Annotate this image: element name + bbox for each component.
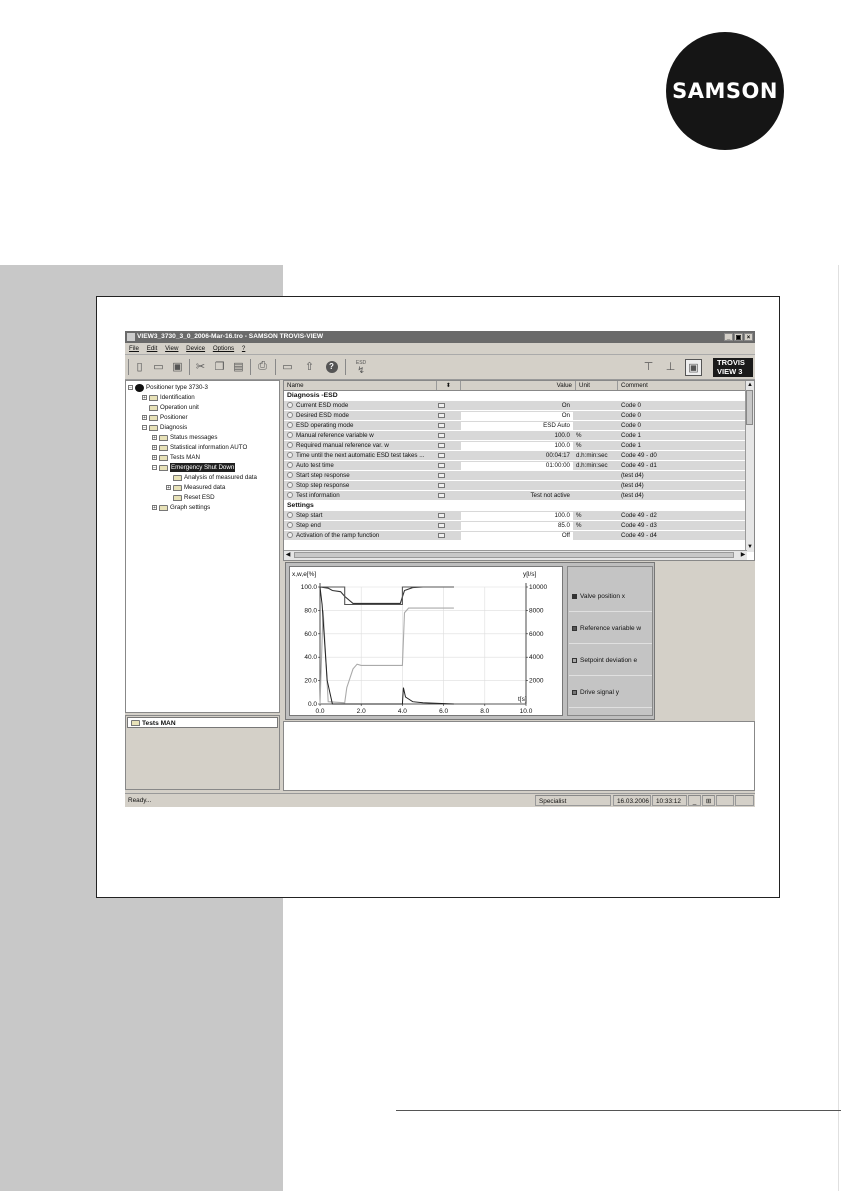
scroll-thumb[interactable] bbox=[294, 552, 734, 558]
row-name bbox=[287, 411, 437, 421]
row-value[interactable]: ESD Auto bbox=[461, 422, 573, 430]
folder-icon bbox=[149, 395, 158, 401]
tree-label: Identification bbox=[160, 394, 195, 401]
row-checkbox[interactable] bbox=[438, 513, 445, 518]
row-name bbox=[287, 511, 437, 521]
tree-label: Tests MAN bbox=[170, 454, 200, 461]
parameter-icon bbox=[287, 402, 293, 408]
chart-bottom-area bbox=[283, 721, 755, 791]
parameter-grid bbox=[283, 380, 755, 561]
row-name bbox=[287, 521, 437, 531]
grid-section-title: Diagnosis -ESD bbox=[284, 391, 747, 401]
x-tick-label: 6.0 bbox=[439, 708, 449, 715]
y2-tick-label: 6000 bbox=[529, 630, 544, 638]
grid-row[interactable] bbox=[284, 411, 747, 421]
parameter-icon bbox=[287, 462, 293, 468]
chart-panel bbox=[285, 562, 655, 720]
grid-row[interactable] bbox=[284, 451, 747, 461]
row-unit: d.h:min:sec bbox=[576, 452, 608, 459]
legend-label: Drive signal y bbox=[580, 688, 620, 696]
row-comment: Code 1 bbox=[621, 442, 641, 449]
tree-item-operation-unit[interactable] bbox=[142, 403, 199, 412]
y-tick-label: 0.0 bbox=[307, 701, 317, 708]
x-tick-label: 0.0 bbox=[315, 708, 325, 715]
y2-axis-label: y[l/s] bbox=[523, 571, 537, 578]
context-panel-title: Tests MAN bbox=[142, 720, 176, 727]
esd-label: ESD bbox=[355, 359, 367, 366]
row-name-text: ESD operating mode bbox=[296, 422, 354, 429]
tree-label: Status messages bbox=[170, 434, 218, 441]
row-unit: % bbox=[576, 432, 582, 439]
tree-label: Analysis of measured data bbox=[184, 474, 257, 481]
badge-line2: VIEW 3 bbox=[717, 366, 743, 376]
row-name bbox=[287, 421, 437, 431]
context-panel-header bbox=[127, 717, 278, 728]
folder-icon bbox=[173, 485, 182, 491]
row-comment: Code 49 - d4 bbox=[621, 532, 657, 539]
status-idle-icon: _ bbox=[688, 795, 701, 806]
x-tick-label: 8.0 bbox=[480, 708, 490, 715]
parameter-icon bbox=[287, 452, 293, 458]
y-tick-label: 100.0 bbox=[300, 584, 317, 591]
row-checkbox[interactable] bbox=[438, 473, 445, 478]
legend-label: Setpoint deviation e bbox=[580, 656, 638, 664]
tree-item-status-messages[interactable] bbox=[152, 433, 217, 442]
folder-icon bbox=[149, 405, 158, 411]
tree-label: Measured data bbox=[184, 484, 226, 491]
maximize-button[interactable]: ▣ bbox=[735, 335, 742, 341]
row-name bbox=[287, 461, 437, 471]
app-icon bbox=[127, 333, 135, 341]
grid-row[interactable] bbox=[284, 441, 747, 451]
grid-row[interactable] bbox=[284, 491, 747, 501]
legend-swatch bbox=[572, 658, 577, 663]
row-value[interactable]: On bbox=[461, 412, 573, 420]
row-comment: Code 49 - d1 bbox=[621, 462, 657, 469]
status-user: Specialist bbox=[535, 795, 611, 806]
samson-logo bbox=[666, 32, 784, 150]
y2-tick-label: 10000 bbox=[529, 584, 548, 591]
device-root-icon bbox=[135, 384, 144, 392]
series-line bbox=[320, 587, 454, 605]
tree-item-positioner[interactable] bbox=[142, 413, 188, 422]
y-tick-label: 60.0 bbox=[304, 630, 317, 638]
tree-item-diagnosis[interactable] bbox=[142, 423, 187, 432]
folder-icon bbox=[159, 465, 168, 471]
tree-label: Diagnosis bbox=[160, 424, 188, 431]
chart-legend bbox=[567, 566, 653, 716]
row-name-text: Manual reference variable w bbox=[296, 432, 374, 439]
tree-item-analysis-measured-data[interactable] bbox=[166, 473, 257, 482]
grid-row[interactable] bbox=[284, 461, 747, 471]
tree-expander[interactable]: − bbox=[153, 465, 156, 471]
legend-swatch bbox=[572, 626, 577, 631]
folder-icon bbox=[173, 475, 182, 481]
row-value[interactable]: 01:00:00 bbox=[461, 462, 573, 470]
folder-icon bbox=[149, 425, 158, 431]
y2-tick-label: 4000 bbox=[529, 654, 544, 662]
row-value: On bbox=[561, 402, 570, 409]
row-checkbox[interactable] bbox=[438, 423, 445, 428]
row-name bbox=[287, 451, 437, 461]
minimize-button[interactable]: _ bbox=[724, 333, 733, 341]
tree-expander[interactable]: + bbox=[143, 415, 146, 421]
row-comment: Code 49 - d2 bbox=[621, 512, 657, 519]
menu-edit[interactable]: Edit bbox=[146, 345, 158, 352]
tree-expander[interactable]: + bbox=[153, 435, 156, 441]
row-name-text: Stop step response bbox=[296, 482, 350, 489]
row-value[interactable]: 85.0 bbox=[461, 522, 573, 530]
row-comment: (test d4) bbox=[621, 492, 644, 499]
folder-icon bbox=[159, 455, 168, 461]
badge-line1: TROVIS bbox=[717, 358, 745, 367]
row-checkbox[interactable] bbox=[438, 523, 445, 528]
legend-swatch bbox=[572, 690, 577, 695]
y-axis-label: x,w,e[%] bbox=[292, 571, 317, 578]
row-name-text: Step end bbox=[296, 522, 321, 529]
x-axis-label: t[s] bbox=[518, 696, 527, 703]
tree-expander[interactable]: − bbox=[143, 425, 146, 431]
scroll-up-icon[interactable]: ▲ bbox=[747, 382, 753, 388]
tree-item-graph-settings[interactable] bbox=[152, 503, 210, 512]
online-icon[interactable]: ⊤ bbox=[643, 361, 654, 373]
row-name bbox=[287, 401, 437, 411]
row-value[interactable]: Off bbox=[461, 532, 573, 540]
row-name-text: Start step response bbox=[296, 472, 350, 479]
row-checkbox[interactable] bbox=[438, 533, 445, 538]
grid-row[interactable] bbox=[284, 431, 747, 441]
row-comment: (test d4) bbox=[621, 482, 644, 489]
parameter-icon bbox=[287, 522, 293, 528]
parameter-icon bbox=[287, 422, 293, 428]
status-bar bbox=[125, 793, 755, 807]
legend-item-setpoint-deviation bbox=[569, 645, 652, 676]
tree-item-statistical-information[interactable] bbox=[152, 443, 247, 452]
row-value[interactable]: 100.0 bbox=[461, 442, 573, 450]
tree-label: Positioner bbox=[160, 414, 188, 421]
trovis-view-badge bbox=[713, 358, 753, 377]
row-checkbox[interactable] bbox=[438, 413, 445, 418]
row-unit: % bbox=[576, 512, 582, 519]
status-ready: Ready... bbox=[128, 797, 152, 804]
row-name-text: Auto test time bbox=[296, 462, 334, 469]
row-unit: d.h:min:sec bbox=[576, 462, 608, 469]
y-tick-label: 40.0 bbox=[304, 654, 317, 662]
offline-icon[interactable]: ⊥ bbox=[665, 361, 676, 373]
grid-row[interactable] bbox=[284, 521, 747, 531]
folder-icon bbox=[159, 505, 168, 511]
menu-device[interactable]: Device bbox=[186, 345, 206, 352]
x-tick-label: 4.0 bbox=[397, 708, 407, 715]
tree-label: Statistical information AUTO bbox=[170, 444, 248, 451]
grid-row[interactable] bbox=[284, 421, 747, 431]
status-date: 16.03.2006 bbox=[613, 795, 651, 806]
grid-row[interactable] bbox=[284, 401, 747, 411]
row-comment: (test d4) bbox=[621, 472, 644, 479]
y-tick-label: 20.0 bbox=[304, 677, 317, 685]
row-name-text: Desired ESD mode bbox=[296, 412, 349, 419]
menu-options[interactable]: Options bbox=[212, 345, 235, 352]
sort-icon[interactable]: ⬍ bbox=[437, 381, 461, 390]
toolbar-separator bbox=[275, 359, 276, 375]
parameter-icon bbox=[287, 482, 293, 488]
parameter-icon bbox=[287, 432, 293, 438]
row-value: Test not active bbox=[530, 492, 570, 499]
toolbar bbox=[125, 355, 755, 380]
row-comment: Code 49 - d3 bbox=[621, 522, 657, 529]
y2-tick-label: 8000 bbox=[529, 607, 544, 615]
toolbar-separator bbox=[345, 359, 346, 375]
menu-help[interactable]: ? bbox=[241, 345, 246, 352]
tree-item-emergency-shut-down[interactable] bbox=[152, 463, 235, 472]
row-checkbox[interactable] bbox=[438, 453, 445, 458]
folder-icon bbox=[173, 495, 182, 501]
row-comment: Code 0 bbox=[621, 412, 641, 419]
row-value: 00:04:17 bbox=[545, 452, 570, 459]
grid-header bbox=[284, 381, 747, 391]
parameter-icon bbox=[287, 532, 293, 538]
paste-icon[interactable]: ▤ bbox=[233, 361, 244, 373]
folder-icon bbox=[159, 445, 168, 451]
tree-expander[interactable]: + bbox=[153, 445, 156, 451]
new-icon[interactable]: ▯ bbox=[136, 361, 143, 373]
parameter-icon bbox=[287, 512, 293, 518]
legend-item-drive-signal bbox=[569, 677, 652, 708]
x-tick-label: 10.0 bbox=[519, 708, 533, 715]
row-comment: Code 0 bbox=[621, 402, 641, 409]
series-line bbox=[320, 608, 454, 704]
row-name bbox=[287, 431, 437, 441]
row-name-text: Test information bbox=[296, 492, 340, 499]
row-value: 100.0 bbox=[554, 432, 570, 439]
device-icon[interactable]: ▭ bbox=[282, 361, 293, 373]
row-name bbox=[287, 481, 437, 491]
tree-item-reset-esd[interactable] bbox=[166, 493, 215, 502]
row-name bbox=[287, 531, 437, 541]
y2-tick-label: 2000 bbox=[529, 677, 544, 685]
tree-label: Emergency Shut Down bbox=[171, 464, 235, 471]
page-edge-line bbox=[838, 265, 839, 1191]
row-checkbox[interactable] bbox=[438, 493, 445, 498]
step-response-chart bbox=[290, 567, 562, 715]
navigation-tree bbox=[125, 380, 280, 713]
tree-item-positioner-type[interactable] bbox=[128, 383, 208, 392]
tree-label: Operation unit bbox=[160, 404, 199, 411]
chart-area bbox=[289, 566, 563, 716]
open-icon[interactable]: ▭ bbox=[153, 361, 164, 373]
cut-icon[interactable]: ✂ bbox=[195, 361, 206, 373]
folder-icon bbox=[149, 415, 158, 421]
grid-row[interactable] bbox=[284, 511, 747, 521]
y-tick-label: 80.0 bbox=[304, 607, 317, 615]
legend-item-valve-position bbox=[569, 581, 652, 612]
copy-icon[interactable]: ❐ bbox=[214, 361, 225, 373]
row-name-text: Activation of the ramp function bbox=[296, 532, 380, 539]
row-comment: Code 0 bbox=[621, 422, 641, 429]
row-unit: % bbox=[576, 442, 582, 449]
scroll-left-icon[interactable]: ◀ bbox=[285, 552, 291, 558]
legend-label: Valve position x bbox=[580, 592, 626, 600]
vertical-scrollbar[interactable] bbox=[745, 381, 754, 552]
window-title: VIEW3_3730_3_0_2006-Mar-16.tro - SAMSON TROVIS-VIEW bbox=[137, 333, 324, 340]
horizontal-scrollbar[interactable] bbox=[284, 550, 747, 560]
status-time: 10:33:12 bbox=[652, 795, 687, 806]
row-name-text: Step start bbox=[296, 512, 323, 519]
legend-swatch bbox=[572, 594, 577, 599]
grid-row[interactable] bbox=[284, 471, 747, 481]
context-panel bbox=[125, 715, 280, 790]
scroll-thumb[interactable] bbox=[746, 390, 753, 425]
menu-view[interactable]: View bbox=[165, 345, 179, 352]
menu-file[interactable]: File bbox=[129, 345, 139, 352]
menu-bar bbox=[125, 344, 755, 355]
app-window bbox=[125, 331, 755, 807]
row-checkbox[interactable] bbox=[438, 483, 445, 488]
row-checkbox[interactable] bbox=[438, 433, 445, 438]
tree-expander[interactable]: + bbox=[153, 505, 156, 511]
tree-expander[interactable]: + bbox=[167, 485, 170, 491]
toolbar-separator bbox=[128, 359, 129, 375]
grid-section-title: Settings bbox=[284, 501, 747, 511]
tree-expander[interactable]: − bbox=[129, 385, 132, 391]
parameter-icon bbox=[287, 442, 293, 448]
row-comment: Code 49 - d0 bbox=[621, 452, 657, 459]
tree-label: Positioner type 3730-3 bbox=[146, 384, 208, 391]
window-controls bbox=[724, 333, 753, 341]
row-name bbox=[287, 491, 437, 501]
logo-text: SAMSON bbox=[672, 79, 778, 103]
esd-icon[interactable]: ESD ↯ bbox=[355, 359, 367, 375]
tree-expander[interactable]: + bbox=[143, 395, 146, 401]
column-comment-header[interactable]: Comment bbox=[618, 381, 747, 390]
tree-item-tests-man[interactable] bbox=[152, 453, 200, 462]
grid-row[interactable] bbox=[284, 531, 747, 541]
scroll-right-icon[interactable]: ▶ bbox=[740, 552, 746, 558]
folder-icon bbox=[131, 720, 140, 726]
tree-item-measured-data[interactable] bbox=[166, 483, 225, 492]
row-name bbox=[287, 471, 437, 481]
scroll-down-icon[interactable]: ▼ bbox=[747, 544, 753, 550]
close-button[interactable]: × bbox=[744, 333, 753, 341]
save-icon[interactable]: ▣ bbox=[172, 361, 183, 373]
print-icon[interactable]: ⎙ bbox=[258, 360, 267, 372]
toolbar-separator bbox=[250, 359, 251, 375]
parameter-icon bbox=[287, 492, 293, 498]
help-icon[interactable]: ? bbox=[324, 359, 339, 374]
legend-label: Reference variable w bbox=[580, 624, 642, 632]
row-name-text: Required manual reference var. w bbox=[296, 442, 389, 449]
upload-icon[interactable]: ⇧ bbox=[304, 361, 315, 373]
row-checkbox[interactable] bbox=[438, 443, 445, 448]
title-bar bbox=[125, 331, 755, 343]
tree-item-identification[interactable] bbox=[142, 393, 195, 402]
row-checkbox[interactable] bbox=[438, 403, 445, 408]
tree-label: Reset ESD bbox=[184, 494, 215, 501]
row-comment: Code 1 bbox=[621, 432, 641, 439]
network-icon: ⊞ bbox=[702, 795, 715, 806]
row-value bbox=[461, 472, 573, 480]
parameter-icon bbox=[287, 412, 293, 418]
legend-item-reference-variable bbox=[569, 613, 652, 644]
toolbar-separator bbox=[189, 359, 190, 375]
tree-expander[interactable]: + bbox=[153, 455, 156, 461]
footer-rule bbox=[396, 1110, 841, 1111]
row-value bbox=[461, 482, 573, 490]
row-checkbox[interactable] bbox=[438, 463, 445, 468]
row-unit: % bbox=[576, 522, 582, 529]
row-name-text: Time until the next automatic ESD test takes ... bbox=[296, 452, 425, 459]
status-panel bbox=[735, 795, 754, 806]
row-name bbox=[287, 441, 437, 451]
grid-row[interactable] bbox=[284, 481, 747, 491]
series-line bbox=[320, 587, 454, 603]
row-value[interactable]: 100.0 bbox=[461, 512, 573, 520]
column-unit-header[interactable]: Unit bbox=[576, 381, 618, 390]
folder-icon bbox=[159, 435, 168, 441]
monitor-icon[interactable]: ▣ bbox=[685, 359, 702, 376]
column-value-header[interactable]: Value bbox=[461, 381, 576, 390]
row-name-text: Current ESD mode bbox=[296, 402, 349, 409]
parameter-icon bbox=[287, 472, 293, 478]
tree-label: Graph settings bbox=[170, 504, 211, 511]
column-name-header[interactable]: Name bbox=[284, 381, 437, 390]
x-tick-label: 2.0 bbox=[356, 708, 366, 715]
status-panel bbox=[716, 795, 734, 806]
